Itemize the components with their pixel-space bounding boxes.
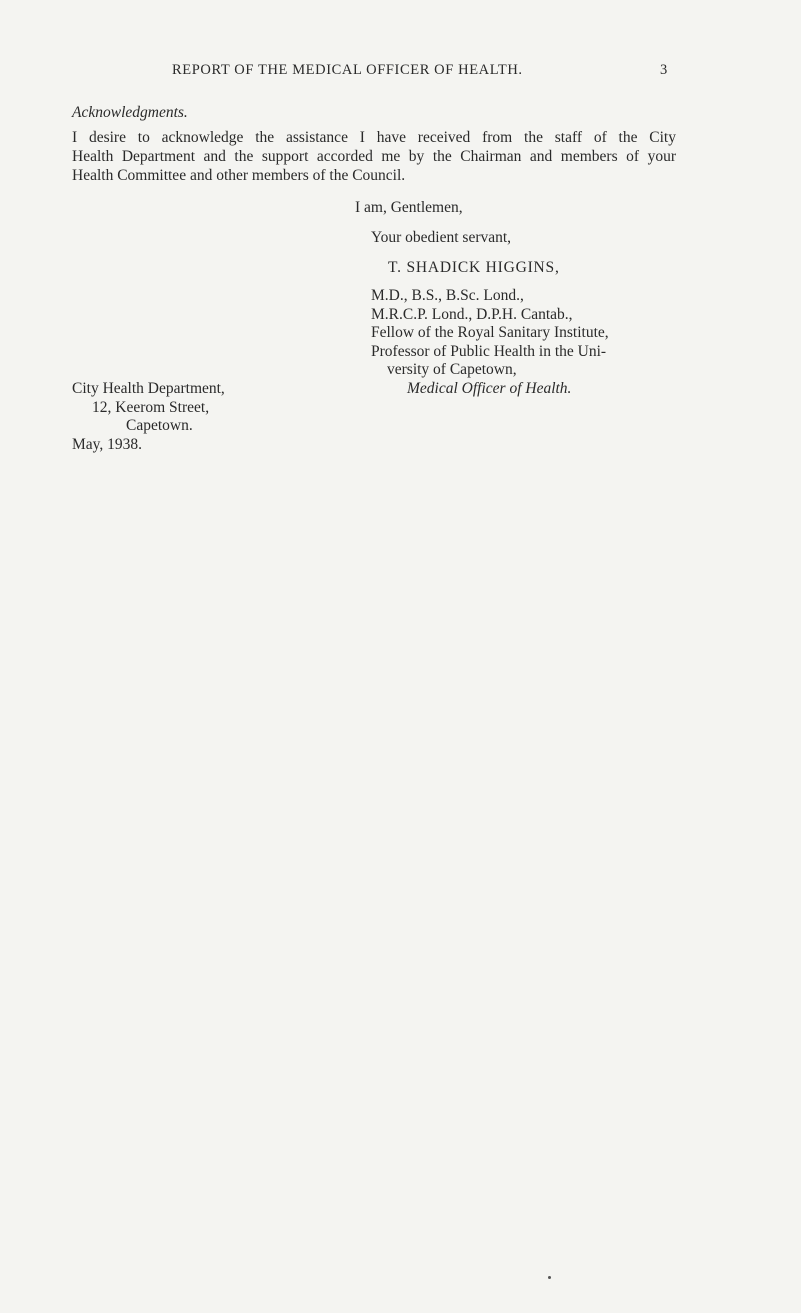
section-heading: Acknowledgments. [72, 104, 188, 121]
paragraph-line: Health Committee and other members of the Council. [72, 167, 406, 184]
paragraph-line: I desire to acknowledge the assistance I have received from the staff of the City [72, 129, 676, 146]
valediction: Your obedient servant, [371, 229, 512, 246]
qualification-line: Professor of Public Health in the Uni- [371, 342, 607, 360]
letter-date: May, 1938. [72, 435, 143, 453]
acknowledgment-paragraph [72, 128, 676, 185]
page-number: 3 [660, 62, 668, 78]
qualification-line: Fellow of the Royal Sanitary Institute, [371, 324, 609, 341]
sender-address [72, 380, 225, 454]
address-line: Capetown. [126, 417, 193, 434]
running-title: REPORT OF THE MEDICAL OFFICER OF HEALTH. [172, 62, 523, 78]
signatory-qualifications [371, 287, 681, 398]
paragraph-line: Health Department and the support accorded me by the Chairman and members of your [72, 148, 676, 165]
salutation: I am, Gentlemen, [355, 199, 463, 216]
address-line: City Health Department, [72, 380, 225, 397]
page-header [0, 62, 801, 86]
address-line: 12, Keerom Street, [92, 398, 210, 416]
qualification-line: M.R.C.P. Lond., D.P.H. Cantab., [371, 305, 573, 323]
signatory-name: T. SHADICK HIGGINS, [388, 259, 560, 276]
qualification-line: versity of Capetown, [387, 361, 517, 378]
qualification-line: M.D., B.S., B.Sc. Lond., [371, 287, 524, 304]
paper-speck [548, 1276, 551, 1279]
signatory-title: Medical Officer of Health. [407, 379, 572, 397]
